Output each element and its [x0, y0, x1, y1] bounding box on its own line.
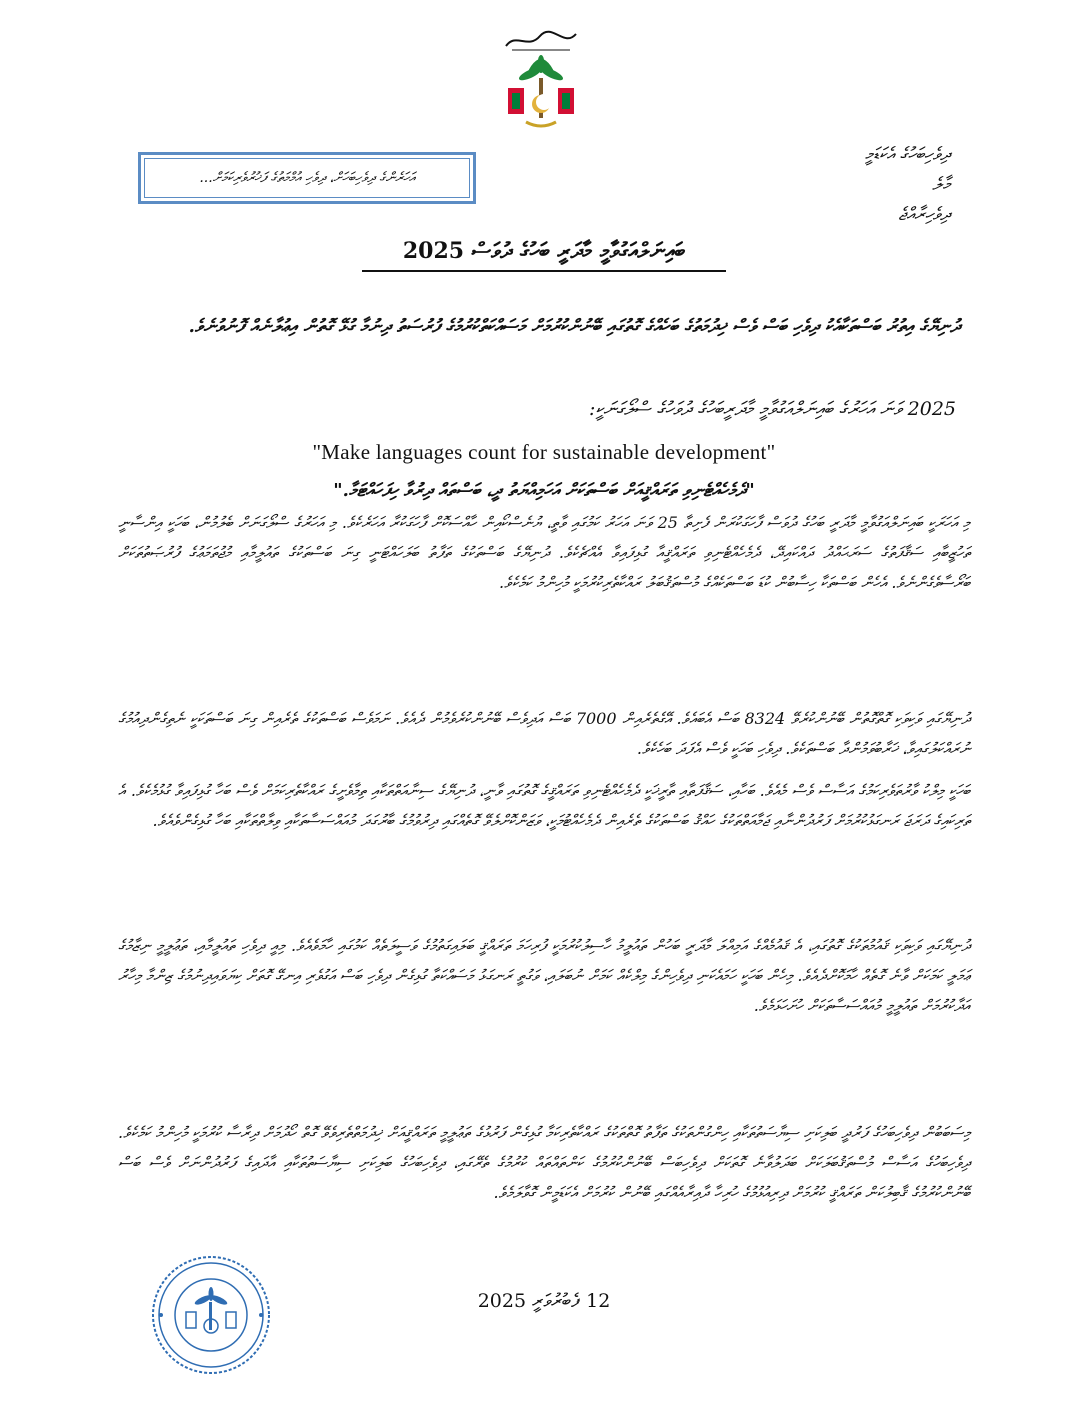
body-paragraph: ދުނިޔޭގައި ވަކިވަކި ޤައުމުތަކުގެ ގޮތުގައި، އެ ޤައުމެއްގެ އަމިއްލަ މާދަރީ ބަހުން ތައުލީމު ހާސިލުކުރުމަކީ ފުރިހަމަ ތަރައްޤީ ބަލައިގަތުމުގެ ވަސީލަތެއް ކަމުގައި ހާމަވެއެވެ. މިއީ ދިވެހި ތައުލީމާއި، ތަޢުލީމީ ނިޒާމުގެ ޢަމަލީ ކަމަކަށް ވާނެ ގޮތެއް ހާމަކޮށްދެއެވެ. މިހެން ބަހަކީ ހަމައެކަނި ދިވެހިންގެ މިލްކެއް ކަމަށް ނުބަލައި، ވަގުތީ ރަނގަޅު މަސައްކަތާ ގުޅިގެން ދިވެހި ބަސް އަގުވެރި އިނގޭ ގޮތަށް ކިޔަވައިދިނުމުގެ ޒިންމާ މިހާރު އަދާކުރުމަށް ތައުލީމީ މުއައްސަސާތަކަށް ހުށަހަޅަމެވެ.	[118, 936, 970, 1015]
body-paragraph: މި އަހަރަކީ ބައިނަލްއަގުވާމީ މާދަރީ ބަހުގެ ދުވަސް ފާހަގަކުރަން ފެށިތާ 25 ވަނަ އަހަރު ކަމުގައި ވާތީ، ޔުނެސްކޯއިން ހާއްސަކޮށް ފާހަގަކުރާ އަހަރެކެވެ. މި އަހަރުގެ ސްލޯގަނަށް ބެލުމުން، ބަހަކީ އިންސާނީ ތަހުޒީބާއި ސަޤާފަތުގެ ސަރަޙައްދު ދައްކައިދޭ، ދެމެހެއްޓެނިވި ތަރައްޤީއާ ގުޅިފައިވާ އެއްޗެކެވެ. ދުނިޔޭގެ ބަސްތަކުގެ ތަފާތު ބަލަހައްޓަނީ ގިނަ ބަސްތަކުގެ ތައުލީމާއި މުޖުތަމަޢުގެ ފުރުޞަތުތަކަށް ބަރޯސާވެގެންނެވެ. އެހެން ބަސްތަކާ ހިސާބުން ކުޑަ ބަސްތަކެއްގެ މުސްތަޤުބަލު ރައްކާތެރިކުރުމަކީ މުހިންމު ކަމެކެވެ.	[118, 513, 970, 592]
title-underline	[362, 270, 726, 272]
office-address-block	[710, 140, 950, 230]
theme-dhivehi: "ދެމެހެއްޓެނިވި ތަރައްޤީއަށް ބަސްތަކަށް އަހަމިއްޔަތު ދީ، ބަސްތައް ދިރުވާ ހިފަހައްޓަމާ."	[333, 480, 755, 501]
office-city: މާލެ	[932, 174, 950, 195]
maldives-academy-seal-icon	[150, 1254, 272, 1376]
document-title: ބައިނަލްއަގުވާމީ މާދަރީ ބަހުގެ ދުވަސް 2025	[402, 238, 686, 264]
maldives-government-emblem-icon	[494, 26, 588, 136]
government-emblem	[494, 26, 588, 136]
document-date: 12 ފެބުރުވަރީ 2025	[477, 1290, 611, 1312]
academy-seal	[150, 1254, 272, 1376]
body-paragraph: ދުނިޔޭގައި ވަކިވަކި ގޮތްގޮތުން ބޭނުންކުރެވޭ 8324 ބަސް އެބައެވެ. އޭގެތެރެއިން 7000 ބަސް އަދިވެސް ބޭނުންކުރެވެމުން ދެއެވެ. ނަމަވެސް ބަސްތަކުގެ ތެރެއިން ގިނަ ބަސްތަކަކީ ނެތިގެންދިއުމުގެ ނުރައްކަލުގައިވާ، ޚަރާބުވަމުންދާ ބަސްތަކެވެ. ދިވެހި ބަހަކީ ވެސް އެފަދަ ބަހެކެވެ.	[118, 709, 970, 758]
theme-label: 2025 ވަނަ އަހަރުގެ ބައިނަލްއަގުވާމީ މާދަރީބަހުގެ ދުވަހުގެ ސްލޯގަނަކީ:	[589, 398, 956, 420]
intro-paragraph: ދުނިޔޭގެ އިތުރު ބަސްތަކާއެކު ދިވެހި ބަސް ވެސް ޚިދުމަތުގެ ބަހެއްގެ ގޮތުގައި ބޭނުންކުރުމަށް މަސައްކަތްކުރުމުގެ ފުރުސަތު ދިނުމާ ގުޅޭ ގޮތުން އިޢުލާނެއް ފޮނުވުނެވެ.	[188, 316, 960, 337]
slogan-frame	[138, 152, 476, 204]
slogan-text: އަހަރެންގެ ދިވެހިބަހަށް، ދިވެހި އުމްމަތުގެ ފަޚުރުވެރިކަމަށް...	[199, 170, 415, 186]
theme-english: "Make languages count for sustainable development"	[312, 440, 776, 464]
office-country: ދިވެހިރާއްޖެ	[898, 204, 950, 225]
body-paragraph: ބަހަކީ މިލްކު ވާރުތަވެރިކަމުގެ އަސާސް ވެސް މެއެވެ. ބަހާއި، ސަޤާފަތާއި ތާރީޚަކީ ދެމެހެއްޓެނިވި ތަރައްޤީގެ ގޮތުގައި ވާނީ، ދުނިޔޭގެ ސިނާއަތްތަކާއި ތިމާވެށީގެ ރައްކާތެރިކަމަށް ވެސް ބަހާ ގުޅިފައިވާ ގުޅުމެކެވެ. އެ ތަރިކައިގެ ދަރަޖަ ރަނގަޅުކުރުމަށް ފަރުދުންނާއި ޖަމާއަތްތަކުގެ ހައްޤު ބަސްތަކުގެ ތެރެއިން ދެމެހެއްޓުމަކީ، ވަޒަންކޮށްލެވޭ ގޮތެއްގައި ދިރުވުމުގެ ބާރުގަދަ މުއައްސަސާތަކާއި ވިލާތްތަކާއި ބަހާ ގުޅިގެންވެއެވެ.	[118, 781, 970, 830]
office-name: ދިވެހިބަހުގެ އެކަޑަމީ	[864, 144, 950, 165]
body-paragraph: މިސަބަބުން ދިވެހިބަހުގެ ފަރުދީ ބަލިކަށި ސިޔާސަތުތަކާއި ހިންގުންތަކުގެ ތަފާތު ގޮތްތަކުގެ ރައްކާތެރިކަމާ ގުޅިގެން ފަރުޅުގެ ތަޢުލީމީ ތަރައްޤީއަށް ޚިދުމަތްތެރިވެވޭ ގޮތް ހޯދުމަށް ދިރާސާ ކުރުމަކީ މުހިންމު ކަމެކެވެ. ދިވެހިބަހުގެ އަސާސް މުސްތަޤުބަލަކަށް ބަދަލުވާނެ ގޮތަކަށް ދިވެހިބަސް ބޭނުންކުރުމުގެ ކަންތައްތައް ކުރުމުގެ ތެރޭގައި، ދިވެހިބަހުގެ ބަލިކަށި ސިޔާސަތުތަކާއި އާދައިގެ ފަރުދުންނަށް ވެސް ބަސް ބޭނުންކުރުމުގެ ޤާބިލުކަން ތަރައްޤީ ކުރުމަށް ދިރިއުޅުމުގެ ހުރިހާ ދާއިރާއެއްގައި ބޭނުން ކުރުމަށް އެކަޑަމީން ގޮވާލަމެވެ.	[118, 1123, 970, 1202]
